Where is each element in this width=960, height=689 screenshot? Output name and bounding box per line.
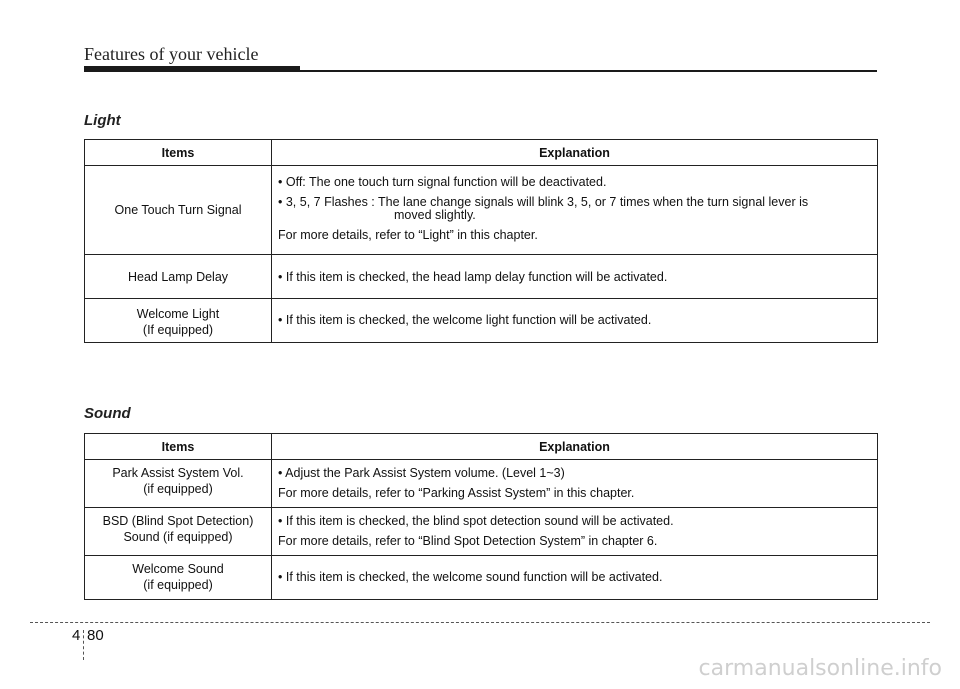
- sound-item-bsd: [85, 508, 272, 556]
- item-label: (if equipped): [143, 578, 213, 592]
- explanation-line: • If this item is checked, the welcome sound function will be activated.: [278, 570, 663, 584]
- light-expl-welcome: [272, 299, 878, 343]
- explanation-line: • If this item is checked, the head lamp delay function will be activated.: [278, 269, 668, 284]
- sound-expl-bsd: [272, 508, 878, 556]
- light-table: [84, 139, 878, 343]
- explanation-line: • 3, 5, 7 Flashes : The lane change signals will blink 3, 5, or 7 times when the turn signal lever is: [278, 195, 809, 209]
- item-label: Welcome Light: [136, 307, 220, 321]
- sound-expl-park-assist: [272, 460, 878, 508]
- explanation-line: For more details, refer to “Parking Assist System” in this chapter.: [278, 486, 635, 500]
- page-number: 80: [87, 627, 104, 644]
- watermark: carmanualsonline.info: [698, 656, 942, 681]
- table-row: [85, 166, 878, 255]
- sound-item-welcome: [85, 556, 272, 600]
- sound-expl-welcome: [272, 556, 878, 600]
- item-label: (If equipped): [142, 323, 214, 337]
- explanation-line: moved slightly.: [394, 208, 476, 222]
- light-col-explanation: Explanation: [272, 140, 878, 166]
- item-label: Sound (if equipped): [123, 530, 233, 544]
- item-label: Welcome Sound: [132, 562, 224, 576]
- sound-col-items: Items: [85, 434, 272, 460]
- footer-divider: [83, 630, 84, 660]
- light-item-head-lamp: [85, 255, 272, 299]
- section-title-sound: Sound: [84, 405, 131, 422]
- explanation-line: For more details, refer to “Light” in this chapter.: [278, 228, 538, 242]
- item-label: BSD (Blind Spot Detection): [102, 514, 254, 528]
- item-label: Head Lamp Delay: [127, 269, 229, 284]
- light-expl-one-touch: [272, 166, 878, 255]
- light-item-one-touch: [85, 166, 272, 255]
- header-rule-thick: [84, 66, 300, 72]
- item-label: (if equipped): [143, 482, 213, 496]
- light-item-welcome: [85, 299, 272, 343]
- item-label: Park Assist System Vol.: [112, 466, 244, 480]
- section-title-light: Light: [84, 112, 121, 129]
- footer-rule: [30, 622, 930, 623]
- page-header-title: Features of your vehicle: [84, 44, 259, 64]
- item-label: One Touch Turn Signal: [114, 203, 242, 217]
- explanation-line: • If this item is checked, the welcome light function will be activated.: [278, 313, 652, 327]
- explanation-line: For more details, refer to “Blind Spot Detection System” in chapter 6.: [278, 534, 658, 548]
- table-row: [85, 255, 878, 299]
- explanation-line: • If this item is checked, the blind spot detection sound will be activated.: [278, 514, 674, 528]
- light-expl-head-lamp: [272, 255, 878, 299]
- table-row: [85, 460, 878, 508]
- chapter-number: 4: [72, 627, 81, 644]
- sound-item-park-assist: [85, 460, 272, 508]
- table-row: [85, 508, 878, 556]
- sound-table: [84, 433, 878, 600]
- table-row: [85, 556, 878, 600]
- table-row: [85, 299, 878, 343]
- sound-col-explanation: Explanation: [272, 434, 878, 460]
- header-rule-thin: [300, 70, 877, 72]
- explanation-line: • Off: The one touch turn signal function will be deactivated.: [278, 175, 607, 189]
- light-col-items: Items: [85, 140, 272, 166]
- explanation-line: • Adjust the Park Assist System volume. (Level 1~3): [278, 466, 565, 480]
